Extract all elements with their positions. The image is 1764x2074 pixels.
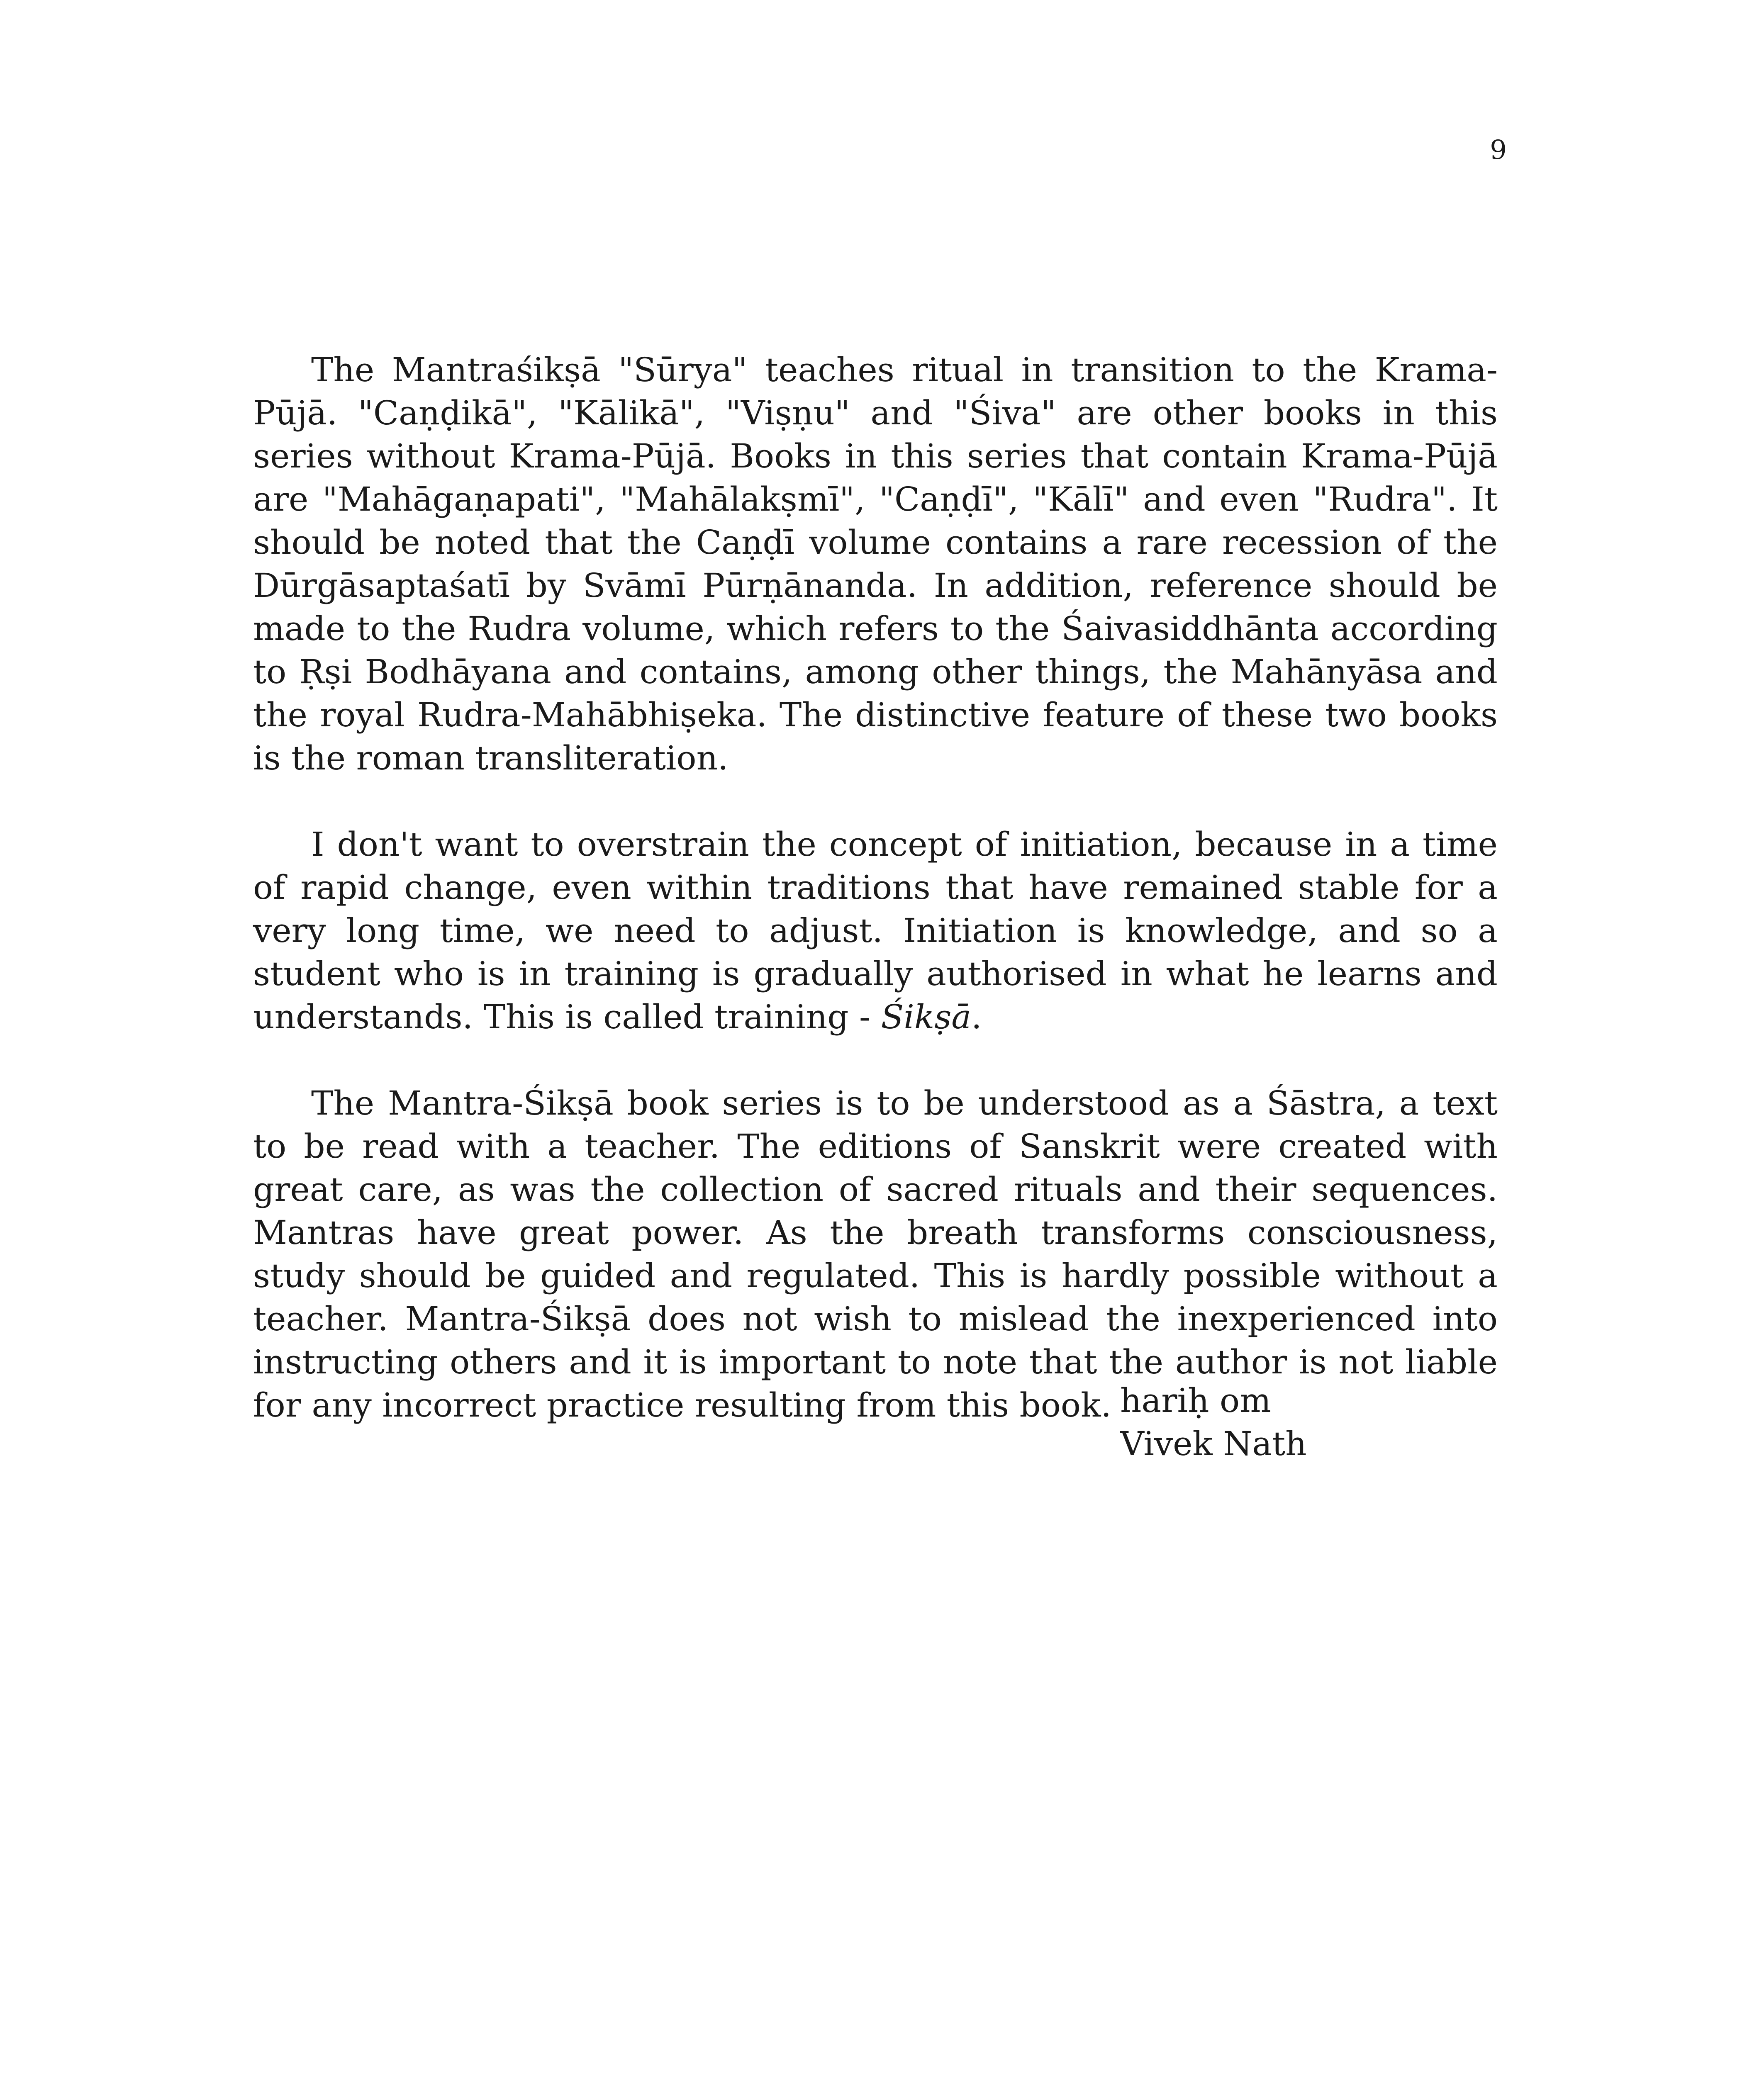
paragraph-initiation-text: I don't want to overstrain the concept of initiation, because in a time of rapid change, even within traditions that have remained stable for a very long time, we need to adjust. Initiation is knowledge, and so a student who is in training is gradually authorised in what he learns and understands. This is called training - — [253, 825, 1498, 1036]
paragraph-disclaimer: The Mantra-Śikṣā book series is to be understood as a Śāstra, a text to be read with a teacher. The editions of Sanskrit were created with great care, as was the collection of sacred rituals and their sequences. Mantras have great power. As the breath transforms consciousness, study should be guided and regulated. This is hardly possible without a teacher. Mantra-Śikṣā does not wish to mislead the inexperienced into instructing others and it is important to note that the author is not liable for any incorrect practice resulting from this book. — [253, 1084, 1498, 1424]
emphasis-siksa: Śikṣā — [881, 998, 972, 1036]
signature-block — [1120, 1379, 1307, 1465]
page-number: 9 — [1490, 135, 1507, 166]
body-text — [253, 348, 1498, 1470]
paragraph-series-overview: The Mantraśikṣā "Sūrya" teaches ritual in transition to the Krama-Pūjā. "Caṇḍikā", "Kālikā", "Viṣṇu" and "Śiva" are other books in this series without Krama-Pūjā. Books in this series that contain Krama-Pūjā are "Mahāgaṇapati", "Mahālakṣmī", "Caṇḍī", "Kālī" and even "Rudra". It should be noted that the Caṇḍī volume contains a rare recession of the Dūrgāsaptaśatī by Svāmī Pūrṇānanda. In addition, reference should be made to the Rudra volume, which refers to the Śaivasiddhānta according to Ṛṣi Bodhāyana and contains, among other things, the Mahānyāsa and the royal Rudra-Mahābhiṣeka. The distinctive feature of these two books is the roman transliteration. — [253, 351, 1498, 777]
signature-greeting: hariḥ om — [1120, 1381, 1272, 1420]
paragraph-initiation-end: . — [971, 998, 982, 1036]
signature-author: Vivek Nath — [1120, 1424, 1307, 1463]
paragraph-initiation — [253, 823, 1498, 1039]
